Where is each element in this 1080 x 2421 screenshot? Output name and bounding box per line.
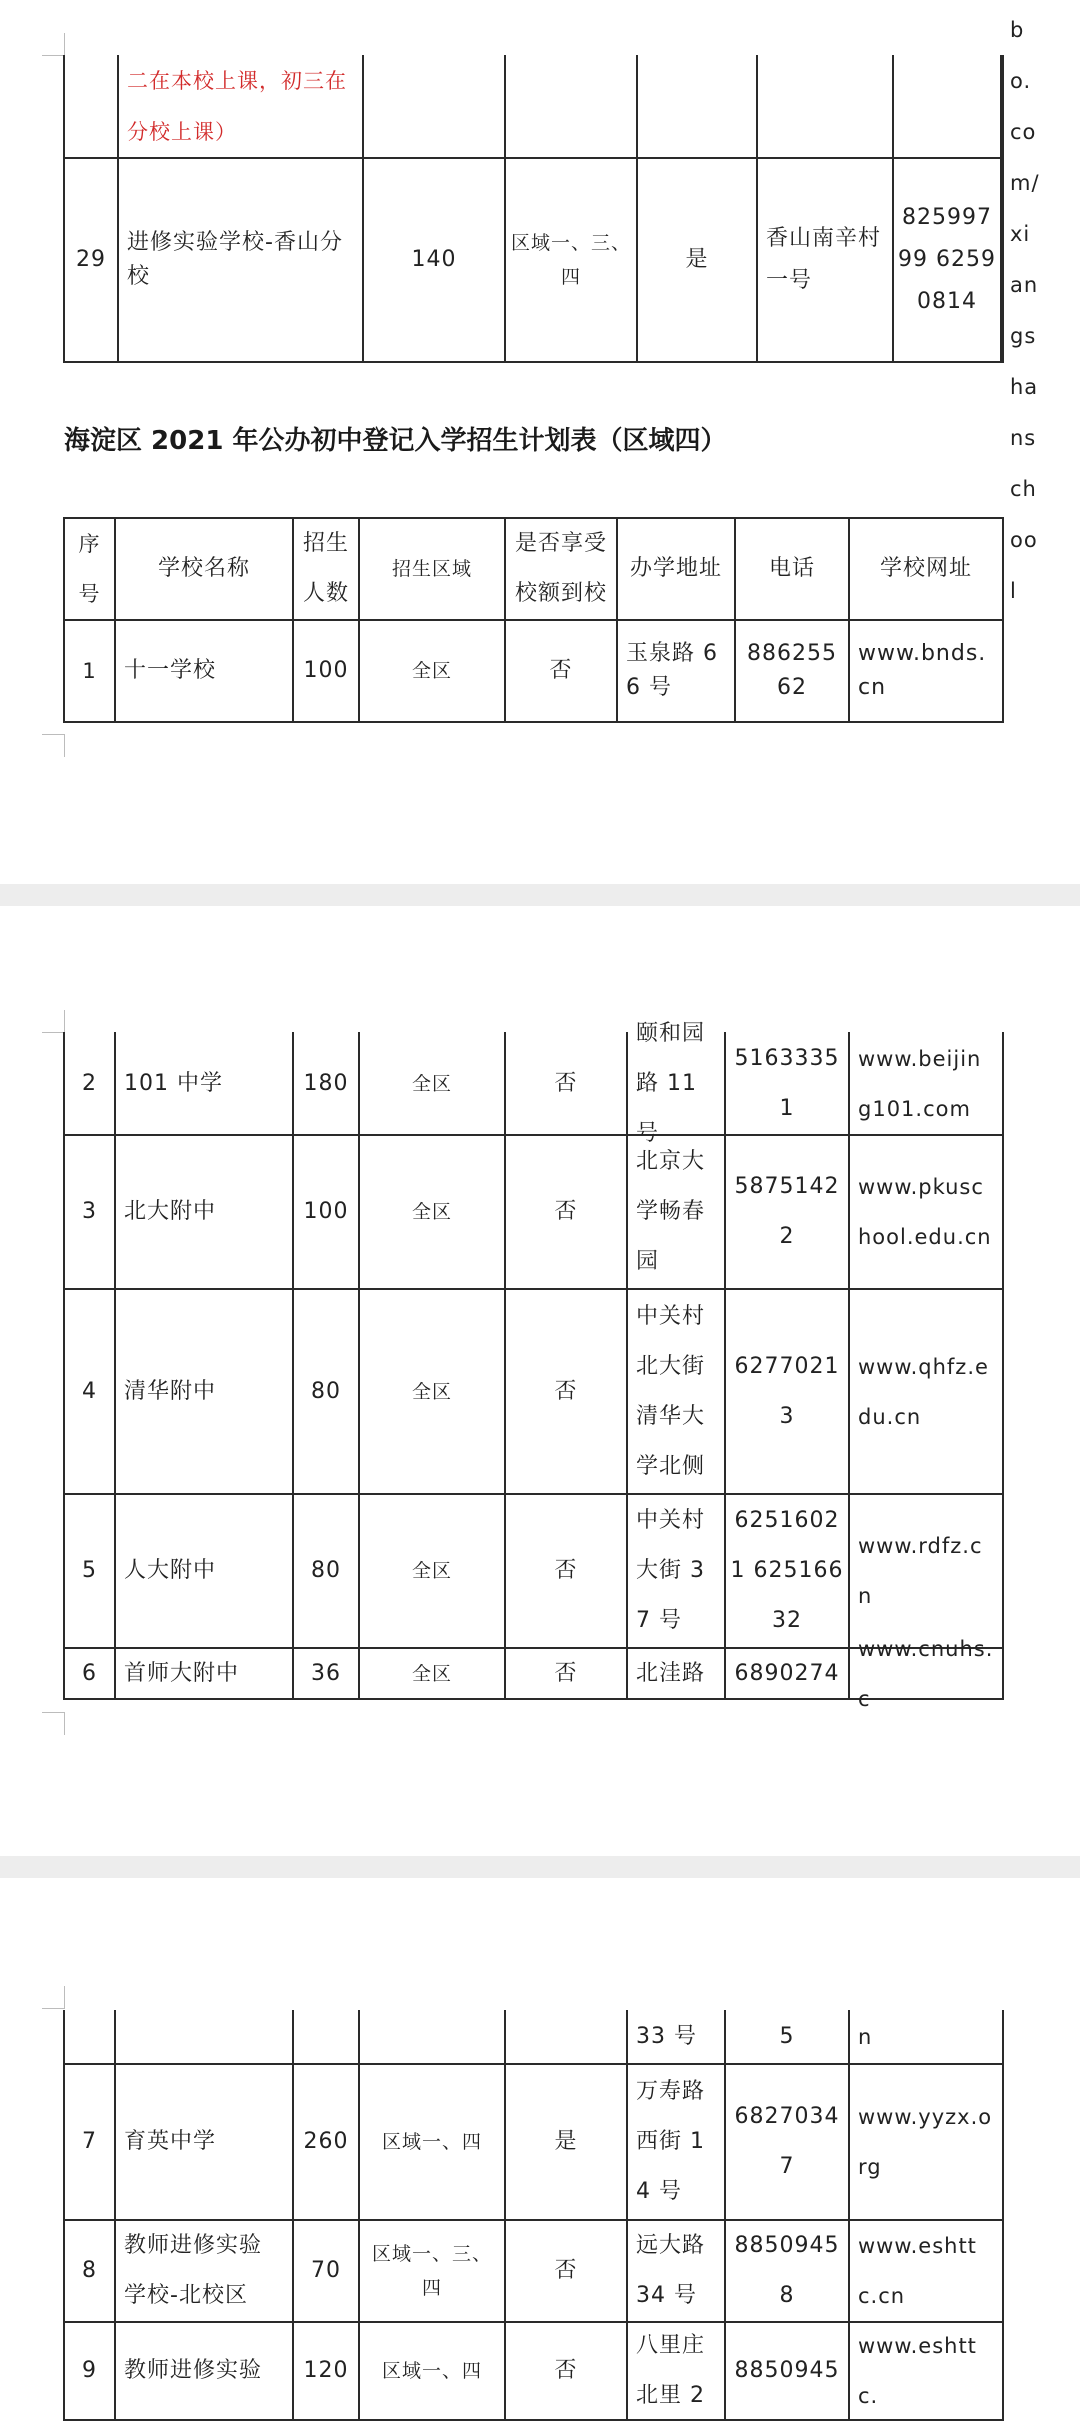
cell-text: 82599799 62590814 [898,205,996,314]
cell-text: 3 [82,1199,97,1224]
cell-quota [506,2010,626,2064]
cell-text: 100 [303,658,349,683]
crop-mark-bottom-left-p1 [42,734,65,757]
cell-text: 80 [311,1558,341,1583]
cell-text: 51633351 [734,1045,840,1121]
cell-text: 中关村北大街清华大学北侧 [636,1303,706,1479]
crop-mark-top-left-p2 [42,1010,65,1033]
cell-text: 北洼路 [636,1660,706,1686]
cell-text: 8850945 [734,2358,840,2383]
cell-phone [726,1648,848,1699]
cell-address [628,2322,724,2420]
cell-enroll-area [506,158,636,362]
cell-school-name [116,2220,292,2322]
cell-school-name [116,1289,292,1494]
cell-text: 否 [554,1070,578,1096]
cell-text: 全区 [411,1201,452,1223]
cell-phone [726,2064,848,2220]
cell-text: bo.com/xiangshanschool [1010,18,1040,603]
cell-school-name [116,2064,292,2220]
page-gap-2 [0,1856,1080,1878]
cell-text: 180 [303,1070,349,1096]
cell-text: www.qhfz.edu.cn [858,1354,989,1429]
cell-phone [736,518,848,620]
cell-text: 36 [311,1660,341,1686]
cell-enroll-area [360,2220,504,2322]
cell-text: www.beijing101.com [858,1046,982,1121]
cell-text: 否 [554,1660,578,1686]
cell-text: 电话 [768,556,815,581]
cell-text: 29 [76,247,106,272]
cell-text: 区域一、四 [381,2131,482,2153]
cell-text: 101 中学 [124,1070,223,1096]
cell-text: 140 [411,247,457,272]
cell-text: 十一学校 [124,658,217,683]
cell-address [628,2064,724,2220]
cell-address [628,2010,724,2064]
cell-enroll-area [360,1032,504,1135]
cell-address [628,1020,724,1146]
cell-website [850,1032,1002,1135]
cell-text: 否 [554,1199,578,1224]
cell-text: 8 [82,2258,97,2283]
cell-school-name [116,2322,292,2420]
cell-text: 颐和园路 11 号 [636,1020,706,1146]
cell-enroll-area [360,1289,504,1494]
cell-website [850,1636,1002,1711]
cell-text: 9 [82,2358,97,2383]
cell-enroll-count [294,1648,358,1699]
cell-text: 教师进修实验 [124,2358,263,2383]
cell-website [850,2064,1002,2220]
cell-text: 清华附中 [124,1378,217,1404]
cell-phone [894,55,1000,158]
cell-address [628,1135,724,1289]
cell-text: 人大附中 [124,1558,217,1583]
cell-quota [506,2064,626,2220]
page-gap-1 [0,884,1080,906]
cell-text: 是 [685,247,709,272]
cell-enroll-area [360,2010,504,2064]
cell-enroll-area [360,518,504,620]
cell-text: 80 [311,1378,341,1404]
cell-text: www.pkuschool.edu.cn [858,1175,992,1249]
cell-phone [894,158,1000,362]
cell-text: 学校网址 [879,556,972,581]
cell-text: 否 [554,1378,578,1404]
cell-text: 招生人数 [302,531,349,606]
cell-website [850,2220,1002,2322]
cell-text: 88509458 [734,2233,840,2308]
cell-quota [506,2322,626,2420]
cell-address [618,518,734,620]
cell-text: 北京大学畅春园 [636,1149,706,1274]
cell-seq [65,1648,114,1699]
cell-text: 八里庄北里 2 [636,2333,706,2408]
cell-text: 1 [82,659,97,683]
cell-school-name [116,2010,292,2064]
cell-enroll-area [360,1135,504,1289]
cell-text: 否 [554,1558,578,1583]
cell-text: 中关村大街 37 号 [636,1508,706,1633]
cell-quota [638,158,756,362]
cell-website [850,1289,1002,1494]
cell-text: 区域一、四 [381,2360,482,2382]
cell-text: www.rdfz.cn [858,1534,983,1608]
cell-text: 100 [303,1199,349,1224]
cell-seq [65,1289,114,1494]
cell-text: 4 [82,1378,97,1404]
cell-text: 6 [82,1660,97,1686]
cell-text: 区域一、三、四 [510,232,631,288]
cell-seq [65,158,117,362]
cell-quota [506,2220,626,2322]
cell-text: 5 [779,2024,795,2049]
cell-enroll-area [360,2322,504,2420]
cell-phone [726,1135,848,1289]
crop-mark-top-left-p3 [42,1986,65,2009]
cell-text: 70 [311,2258,341,2283]
table-t4-vline-8 [1002,2010,1004,2420]
cell-text: 88625562 [747,641,837,700]
cell-address [628,1494,724,1648]
cell-text: 玉泉路 66 号 [626,641,718,700]
cell-text: 北大附中 [124,1199,217,1224]
cell-text: www.bnds.cn [858,641,987,700]
cell-enroll-count [294,2322,358,2420]
cell-phone [726,1494,848,1648]
cell-text: 33 号 [636,2024,697,2049]
cell-text: 5 [82,1558,97,1583]
cell-website [850,2322,1002,2420]
cell-quota [506,1032,626,1135]
cell-seq [65,2322,114,2420]
cell-phone [726,2322,848,2420]
cell-seq [65,2064,114,2220]
cell-enroll-count [294,2220,358,2322]
cell-text: 全区 [411,660,452,682]
cell-phone [726,1032,848,1135]
cell-text: 全区 [411,1072,452,1095]
cell-text: 否 [554,2358,578,2383]
cell-school-name [116,1032,292,1135]
cell-school-name [116,518,292,620]
cell-text: 进修实验学校-香山分校 [127,230,343,289]
cell-address [628,1289,724,1494]
cell-address [758,158,892,362]
cell-enroll-area [360,620,504,722]
cell-text: www.yyzx.org [858,2105,993,2179]
crop-mark-bottom-left-p2 [42,1712,65,1735]
cell-seq [65,1135,114,1289]
cell-phone [726,2220,848,2322]
cell-text: 2 [82,1070,97,1096]
cell-phone [726,1289,848,1494]
cell-address [628,1648,724,1699]
cell-enroll-area [360,1648,504,1699]
cell-school-name [116,1648,292,1699]
cell-text: 序号 [78,532,101,606]
cell-text: 招生区域 [391,558,472,580]
table-t3-vline-8 [1002,1032,1004,1699]
cell-enroll-count [364,55,504,158]
cell-text: www.eshttc. [858,2334,977,2408]
cell-text: 120 [303,2358,349,2383]
cell-quota [506,518,616,620]
cell-text: 远大路 34 号 [636,2233,706,2308]
cell-enroll-count [294,1289,358,1494]
cell-text: 全区 [411,1662,452,1685]
cell-enroll-area [360,1494,504,1648]
cell-seq [65,1494,114,1648]
cell-enroll-count [294,518,358,620]
cell-seq [65,620,114,722]
cell-text: 7 [82,2129,97,2154]
cell-website [850,1135,1002,1289]
cell-school-name [116,620,292,722]
cell-enroll-area [360,2064,504,2220]
cell-quota [506,1289,626,1494]
cell-phone [726,2010,848,2064]
cell-school-name [119,158,362,362]
cell-enroll-count [294,620,358,722]
cell-website [850,620,1002,722]
cell-quota [506,1494,626,1648]
cell-text: 68270347 [734,2104,840,2179]
cell-text: 否 [549,658,573,683]
cell-text: 62516021 62516632 [730,1508,844,1633]
cell-website [1002,18,1040,603]
cell-text: 是否享受校额到校 [514,531,607,606]
cell-quota [506,620,616,722]
cell-enroll-count [294,2064,358,2220]
page-title: 海淀区 2021 年公办初中登记入学招生计划表（区域四） [64,426,727,456]
cell-enroll-area [506,55,636,158]
cell-seq [65,2010,114,2064]
cell-seq [65,1032,114,1135]
cell-text: www.cnuhs.c [858,1636,994,1711]
cell-text: 6890274 [734,1660,840,1686]
cell-enroll-count [364,158,504,362]
cell-website [850,518,1002,620]
cell-website [850,2010,1002,2064]
cell-text: 260 [303,2129,349,2154]
cell-school-name [119,55,362,158]
cell-text: 首师大附中 [124,1660,240,1686]
cell-text: 58751422 [734,1174,840,1249]
cell-enroll-count [294,1494,358,1648]
cell-text: 否 [554,2258,578,2283]
cell-quota [506,1648,626,1699]
cell-text: n [858,2025,873,2049]
cell-text: www.eshttc.cn [858,2234,977,2308]
cell-seq [65,2220,114,2322]
cell-text: 全区 [411,1560,452,1582]
cell-text: 全区 [411,1380,452,1403]
cell-text: 办学地址 [629,556,722,581]
cell-address [758,55,892,158]
cell-enroll-count [294,2010,358,2064]
cell-seq [65,55,117,158]
cell-enroll-count [294,1135,358,1289]
cell-text: 万寿路西街 14 号 [636,2079,706,2204]
cell-text: 香山南辛村一号 [766,226,882,293]
cell-text: 二在本校上课，初三在分校上课） [127,68,347,144]
cell-text: 教师进修实验学校-北校区 [124,2233,263,2308]
cell-address [628,2220,724,2322]
cell-text: 区域一、三、四 [371,2243,492,2299]
cell-enroll-count [294,1032,358,1135]
cell-text: 62770213 [734,1353,840,1429]
cell-school-name [116,1135,292,1289]
cell-school-name [116,1494,292,1648]
cell-text: 是 [554,2129,578,2154]
crop-mark-top-left-p1 [42,33,65,56]
cell-quota [638,55,756,158]
cell-quota [506,1135,626,1289]
cell-address [618,620,734,722]
cell-seq [65,518,114,620]
cell-text: 育英中学 [124,2129,217,2154]
cell-text: 学校名称 [157,556,250,581]
cell-phone [736,620,848,722]
